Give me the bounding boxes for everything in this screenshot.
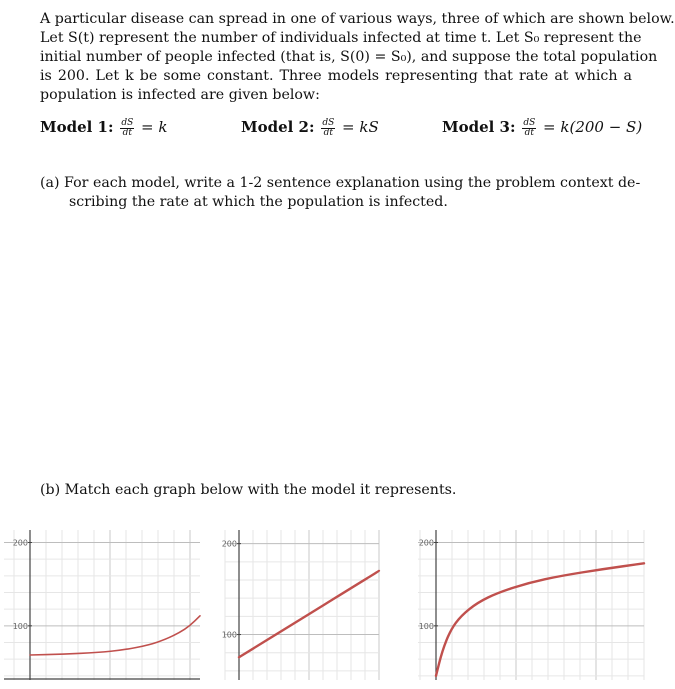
model-3 [442,118,642,138]
graph-1 [4,530,200,680]
y-tick-label: 200 [221,539,237,549]
y-tick-label: 100 [12,621,28,631]
model-3-rhs: = k(200 − S) [543,118,643,136]
y-tick-label: 200 [418,538,434,548]
part-b-question: (b) Match each graph below with the model it represents. [40,482,457,498]
grid [418,530,644,680]
model-3-label: Model 3: [442,118,516,136]
part-a-line-2: scribing the rate at which the population is infected. [69,194,448,210]
y-tick-label: 100 [221,630,237,640]
graph-3 [418,530,644,680]
part-a-line-1: (a) For each model, write a 1-2 sentence explanation using the problem context de- [40,175,641,191]
graph-2 [221,530,379,680]
model-3-derivative [522,119,536,138]
model-1-label: Model 1: [40,118,114,136]
intro-line-5: population is infected are given below: [40,87,320,103]
model-1-denominator: dt [122,127,132,138]
model-2-rhs: = kS [342,118,379,136]
part-a-question [40,174,641,212]
model-2-label: Model 2: [241,118,315,136]
intro-line-2: Let S(t) represent the number of individuals infected at time t. Let S₀ represent the [40,30,642,46]
intro-line-4: is 200. Let k be some constant. Three models representing that rate at which a [40,68,632,84]
models-row [40,117,643,142]
model-1-numerator: dS [121,117,134,128]
model-1-rhs: = k [141,118,168,136]
model-2-numerator: dS [322,117,335,128]
model-3-numerator: dS [523,117,536,128]
model-1 [40,118,167,138]
model-2-denominator: dt [323,127,333,138]
y-tick-label: 200 [12,538,28,548]
intro-line-3: initial number of people infected (that is, S(0) = S₀), and suppose the total population [40,49,658,65]
y-tick-label: 100 [418,621,434,631]
intro-line-1: A particular disease can spread in one of various ways, three of which are shown below. [40,11,675,27]
grid [225,530,379,680]
model-1-derivative [120,119,134,138]
model-3-denominator: dt [524,127,534,138]
grid [4,530,200,680]
intro-paragraph [40,10,675,105]
model-2 [241,118,379,138]
model-2-derivative [321,119,335,138]
